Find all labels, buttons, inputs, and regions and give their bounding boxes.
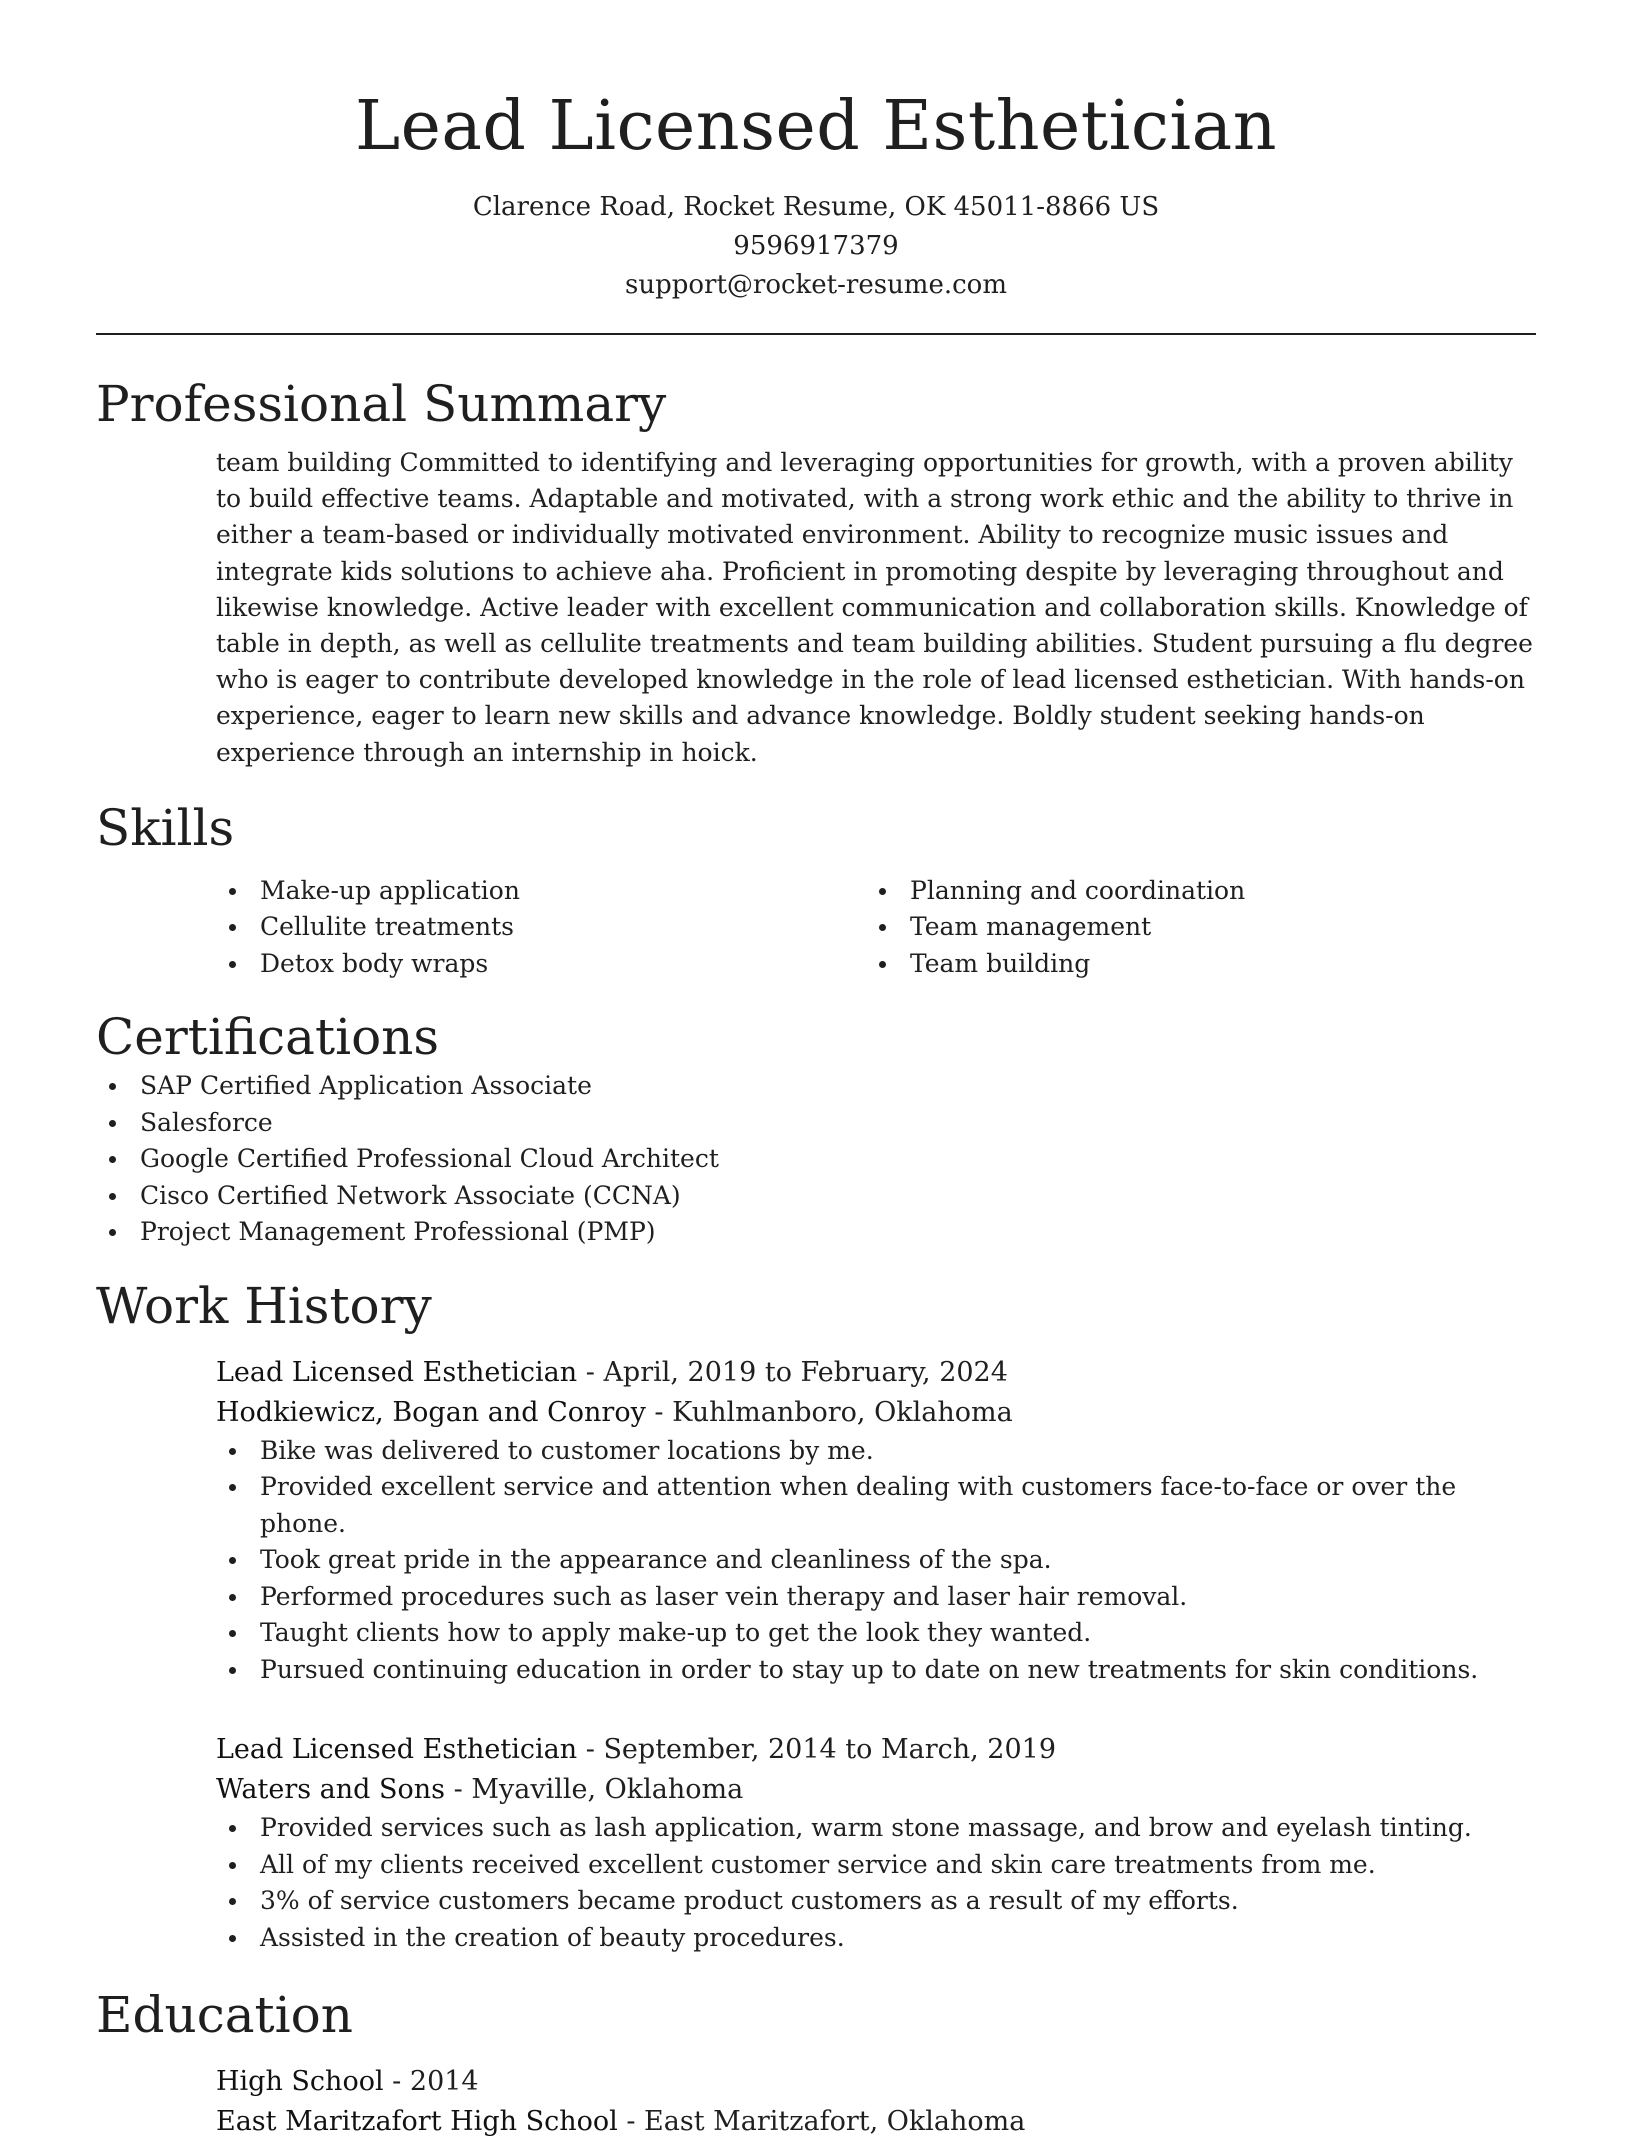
job-duty: Provided services such as lash application, warm stone massage, and brow and eyelash tinting. — [216, 1810, 1536, 1847]
contact-info — [96, 188, 1536, 305]
separator: - — [645, 1396, 673, 1428]
job-duties — [216, 1433, 1536, 1689]
skill-item: Planning and coordination — [866, 873, 1516, 910]
candidate-name: Lead Licensed Esthetician — [354, 87, 1278, 166]
job-company-line — [216, 1393, 1536, 1433]
job-location: Myaville, Oklahoma — [471, 1774, 744, 1806]
job-role: Lead Licensed Esthetician — [216, 1734, 578, 1766]
job-title-line — [216, 1730, 1536, 1770]
resume-header — [96, 0, 1536, 305]
section-title-skills: Skills — [96, 798, 235, 857]
job-company: Hodkiewicz, Bogan and Conroy — [216, 1396, 646, 1428]
skill-item: Detox body wraps — [216, 946, 866, 983]
skill-item: Team building — [866, 946, 1516, 983]
job-duty: Took great pride in the appearance and cleanliness of the spa. — [216, 1542, 1536, 1579]
education-school: East Maritzafort High School — [216, 2106, 618, 2138]
skills-grid — [216, 873, 1536, 983]
certification-item: Google Certified Professional Cloud Architect — [96, 1141, 1536, 1178]
job-entry — [216, 1353, 1536, 1689]
work-history-section — [96, 1275, 1536, 1957]
job-company-line — [216, 1770, 1536, 1810]
summary-section — [96, 373, 1536, 771]
job-duty: Bike was delivered to customer locations by me. — [216, 1433, 1536, 1470]
certifications-section — [96, 1006, 1536, 1251]
job-dates: September, 2014 to March, 2019 — [603, 1734, 1057, 1766]
education-year: 2014 — [409, 2066, 479, 2098]
education-degree-line — [216, 2062, 1536, 2102]
separator: - — [577, 1356, 604, 1388]
skill-item: Team management — [866, 909, 1516, 946]
job-duty: Taught clients how to apply make-up to get the look they wanted. — [216, 1615, 1536, 1652]
address: Clarence Road, Rocket Resume, OK 45011-8866 US — [472, 192, 1160, 222]
education-degree: High School — [216, 2066, 384, 2098]
job-duty: Performed procedures such as laser vein therapy and laser hair removal. — [216, 1579, 1536, 1616]
certification-item: SAP Certified Application Associate — [96, 1068, 1536, 1105]
education-section — [96, 1984, 1536, 2142]
skills-section — [96, 797, 1536, 983]
phone-number: 9596917379 — [733, 231, 899, 261]
job-duties — [216, 1810, 1536, 1956]
section-title-education: Education — [96, 1986, 353, 2045]
section-title-summary: Professional Summary — [96, 375, 667, 433]
certifications-list — [96, 1068, 1536, 1251]
separator: - — [383, 2066, 410, 2098]
job-duty: All of my clients received excellent customer service and skin care treatments from me. — [216, 1847, 1536, 1884]
certification-item: Project Management Professional (PMP) — [96, 1214, 1536, 1251]
header-divider — [96, 333, 1536, 335]
job-duty: 3% of service customers became product customers as a result of my efforts. — [216, 1883, 1536, 1920]
separator: - — [617, 2106, 645, 2138]
resume-page — [96, 0, 1536, 2142]
certification-item: Cisco Certified Network Associate (CCNA) — [96, 1178, 1536, 1215]
job-title-line — [216, 1353, 1536, 1393]
job-duty: Assisted in the creation of beauty procedures. — [216, 1920, 1536, 1957]
education-school-line — [216, 2102, 1536, 2142]
section-title-work-history: Work History — [96, 1276, 432, 1335]
job-duty: Provided excellent service and attention when dealing with customers face-to-face or over the phone. — [216, 1469, 1536, 1542]
job-company: Waters and Sons — [216, 1774, 446, 1806]
job-entry — [216, 1730, 1536, 1956]
education-location: East Maritzafort, Oklahoma — [644, 2106, 1026, 2138]
skill-item: Cellulite treatments — [216, 909, 866, 946]
email-address: support@rocket-resume.com — [624, 270, 1007, 300]
job-duty: Pursued continuing education in order to stay up to date on new treatments for skin conditions. — [216, 1652, 1536, 1689]
summary-text: team building Committed to identifying and leveraging opportunities for growth, with a proven ability to build effective teams. Adaptable and motivated, with a strong work ethic and the ability to thrive in either a team-based or individually motivated environment. Ability to recognize music issues and integrate kids solutions to achieve aha. Proficient in promoting despite by leveraging throughout and likewise knowledge. Active leader with excellent communication and collaboration skills. Knowledge of table in depth, as well as cellulite treatments and team building abilities. Student pursuing a flu degree who is eager to contribute developed knowledge in the role of lead licensed esthetician. With hands-on experience, eager to learn new skills and advance knowledge. Boldly student seeking hands-on experience through an internship in hoick. — [216, 448, 1533, 767]
job-role: Lead Licensed Esthetician — [216, 1356, 578, 1388]
separator: - — [577, 1734, 604, 1766]
skills-column-right — [866, 873, 1516, 983]
job-location: Kuhlmanboro, Oklahoma — [672, 1396, 1013, 1428]
skills-column-left — [216, 873, 866, 983]
separator: - — [445, 1774, 472, 1806]
education-entry — [216, 2062, 1536, 2142]
job-dates: April, 2019 to February, 2024 — [603, 1356, 1008, 1388]
section-title-certifications: Certifications — [96, 1008, 440, 1067]
certification-item: Salesforce — [96, 1105, 1536, 1142]
skill-item: Make-up application — [216, 873, 866, 910]
